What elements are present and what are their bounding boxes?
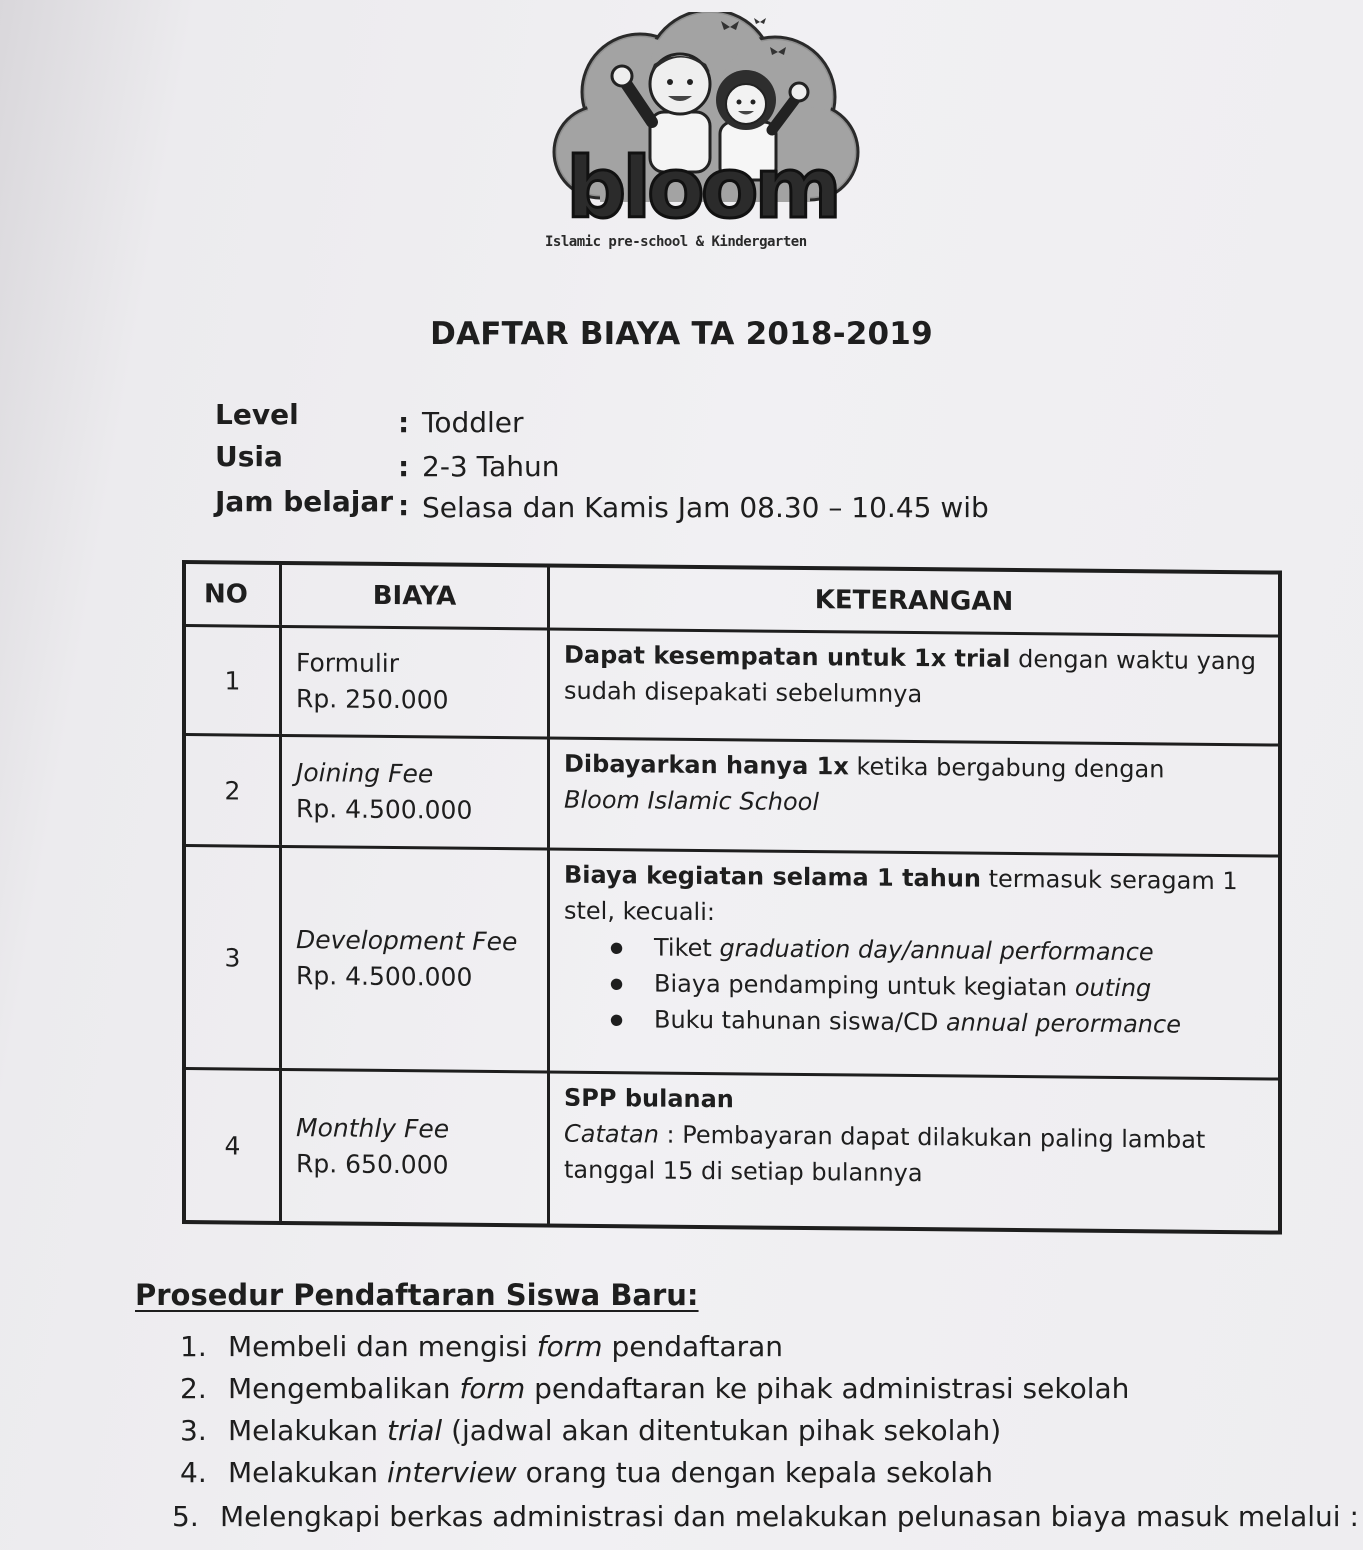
header-keterangan: KETERANGAN <box>814 585 1014 617</box>
logo-tagline: Islamic pre-school & Kindergarten <box>545 234 807 250</box>
info-value: Selasa dan Kamis Jam 08.30 – 10.45 wib <box>422 491 989 524</box>
fee-name: Formulir <box>296 648 399 679</box>
fee-name: Joining Fee <box>296 758 434 789</box>
header-biaya: BIAYA <box>282 565 550 628</box>
description-cell: Biaya kegiatan selama 1 tahun termasuk seragam 1 stel, kecuali: ● Tiket graduation day/annual performance ● Biaya pendamping untuk kegiatan outing ● Buku tahunan siswa/CD annual perormance <box>550 851 1278 1078</box>
fee-cell <box>282 737 550 848</box>
fee-price: Rp. 650.000 <box>296 1149 449 1180</box>
info-label: Level <box>215 398 299 431</box>
svg-text:bloom: bloom <box>566 139 838 237</box>
list-item: 1. Membeli dan mengisi form pendaftaran <box>180 1330 784 1363</box>
row-number: 4 <box>186 1070 282 1221</box>
fee-price: Rp. 4.500.000 <box>296 794 473 825</box>
list-item: 4. Melakukan interview orang tua dengan kepala sekolah <box>180 1456 993 1489</box>
list-item: ● Biaya pendamping untuk kegiatan outing <box>610 965 1264 1007</box>
school-logo <box>520 12 880 267</box>
table-row <box>186 1070 1278 1230</box>
row-number: 1 <box>186 627 282 734</box>
fee-cell <box>282 1071 550 1224</box>
list-item: ● Tiket graduation day/annual performance <box>610 929 1264 971</box>
fee-cell <box>282 628 550 737</box>
header-no: NO <box>186 564 282 625</box>
fee-price: Rp. 250.000 <box>296 684 449 715</box>
document-title: DAFTAR BIAYA TA 2018-2019 <box>430 316 933 352</box>
info-label: Jam belajar <box>215 485 394 518</box>
procedure-title: Prosedur Pendaftaran Siswa Baru: <box>135 1278 699 1312</box>
row-number: 2 <box>186 736 282 845</box>
row-number: 3 <box>186 847 282 1068</box>
description-cell: Dapat kesempatan untuk 1x trial dengan waktu yang sudah disepakati sebelumnya <box>564 640 1256 709</box>
info-label: Usia <box>215 440 283 473</box>
fee-table <box>182 560 1282 1235</box>
table-row <box>186 627 1278 746</box>
description-cell: SPP bulanan Catatan : Pembayaran dapat dilakukan paling lambat tanggal 15 di setiap bulannya <box>564 1083 1206 1188</box>
list-item: 2. Mengembalikan form pendaftaran ke pihak administrasi sekolah <box>180 1372 1130 1405</box>
exclusion-list <box>564 929 1264 1044</box>
table-row <box>186 847 1278 1080</box>
table-header-row <box>186 564 1278 637</box>
table-row <box>186 736 1278 857</box>
list-item: 5. Melengkapi berkas administrasi dan melakukan pelunasan biaya masuk melalui : <box>172 1500 1359 1533</box>
list-item: 3. Melakukan trial (jadwal akan ditentukan pihak sekolah) <box>180 1414 1002 1447</box>
info-value: Toddler <box>422 406 524 439</box>
fee-name: Development Fee <box>296 925 518 957</box>
fee-name: Monthly Fee <box>296 1113 450 1144</box>
info-value: 2-3 Tahun <box>422 450 560 483</box>
list-item: ● Buku tahunan siswa/CD annual perormance <box>610 1001 1264 1043</box>
fee-cell <box>282 848 550 1071</box>
description-cell: Dibayarkan hanya 1x ketika bergabung dengan Bloom Islamic School <box>564 749 1165 817</box>
fee-price: Rp. 4.500.000 <box>296 961 473 992</box>
